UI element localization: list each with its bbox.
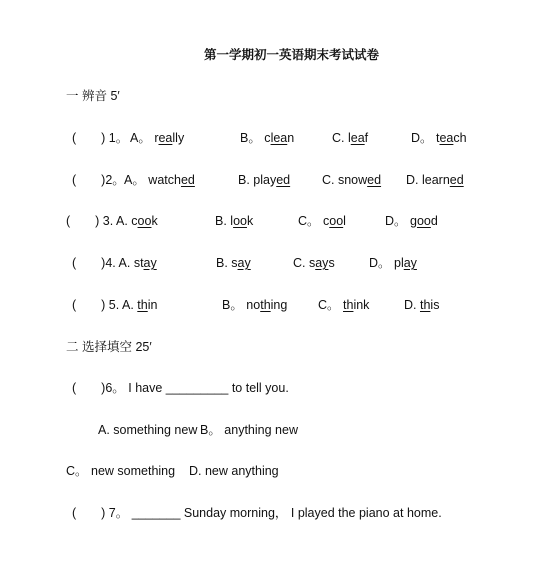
q2-b-label: B. play — [238, 173, 277, 187]
q5-b-post: ing — [270, 298, 288, 312]
q4-number: ( )4. A. st — [72, 256, 144, 270]
q5-b-underlined: th — [260, 298, 271, 312]
q2-option-d — [406, 172, 464, 188]
q7-stem — [72, 505, 442, 521]
q3-a-post: k — [151, 214, 158, 228]
section1-heading: 一 辨音 5′ — [66, 89, 120, 103]
q5-c-underlined: th — [343, 298, 354, 312]
q3-c-underlined: oo — [329, 214, 344, 228]
q4-option-c — [293, 255, 335, 271]
q1-option-d — [411, 130, 467, 146]
q3-a-underlined: oo — [137, 214, 152, 228]
q6-stem-pre: ( )6。 I have — [72, 381, 166, 395]
q1-c-underlined: ea — [350, 131, 365, 145]
q7-blank: _______ — [131, 506, 181, 520]
q1-a-pre: r — [154, 131, 159, 145]
q3-b-label: B. l — [215, 214, 234, 228]
q1-c-post: f — [364, 131, 369, 145]
q1-b-label: B。 c — [240, 131, 271, 145]
q3-option-c — [298, 213, 346, 229]
section2-heading: 二 选择填空 25′ — [66, 340, 152, 354]
q4-d-label: D。 pl — [369, 256, 404, 270]
q7-stem-pre: ( ) 7。 — [72, 506, 132, 520]
q6-option-c: C。 new something — [66, 464, 176, 478]
q5-d-label: D. — [404, 298, 420, 312]
q6-option-b: B。 anything new — [200, 423, 298, 437]
q2-b-underlined: ed — [276, 173, 291, 187]
q3-c-post: l — [343, 214, 346, 228]
q2-d-label: D. learn — [406, 173, 450, 187]
q1-d-post: ch — [453, 131, 467, 145]
q1-a-underlined: ea — [158, 131, 173, 145]
q1-d-label: D。 t — [411, 131, 440, 145]
q2-c-underlined: ed — [367, 173, 382, 187]
q3-number: ( ) 3. A. c — [66, 214, 138, 228]
q2-number: ( )2。 — [72, 173, 125, 187]
q5-option-a — [72, 297, 157, 313]
q4-d-underlined: ay — [403, 256, 417, 270]
q3-b-post: k — [246, 214, 254, 228]
q1-option-b — [240, 130, 294, 146]
q4-b-label: B. s — [216, 256, 238, 270]
q3-d-post: d — [430, 214, 438, 228]
q3-c-label: C。 c — [298, 214, 330, 228]
q5-c-post: ink — [353, 298, 370, 312]
q4-option-d — [369, 255, 417, 271]
q6-option-d: D. new anything — [189, 464, 279, 478]
q6-blank: _________ — [165, 381, 229, 395]
q3-d-underlined: oo — [416, 214, 431, 228]
q4-option-a — [72, 255, 157, 271]
q1-number: ( ) 1。 — [72, 131, 129, 145]
q5-d-underlined: th — [419, 298, 431, 312]
q3-b-underlined: oo — [233, 214, 247, 228]
q4-c-underlined: ay — [315, 256, 329, 270]
q1-b-underlined: lea — [270, 131, 288, 145]
q6-option-a: A. something new — [98, 423, 198, 437]
q5-c-label: C。 — [318, 298, 344, 312]
q3-option-a — [66, 213, 158, 229]
page-title: 第一学期初一英语期末考试试卷 — [204, 48, 380, 62]
q2-d-underlined: ed — [449, 173, 464, 187]
q3-option-b — [215, 213, 253, 229]
q5-d-post: is — [430, 298, 440, 312]
q1-b-post: n — [287, 131, 295, 145]
q2-c-label: C. snow — [322, 173, 368, 187]
q6-stem-post: to tell you. — [228, 381, 289, 395]
q5-number: ( ) 5. A. — [72, 298, 138, 312]
q4-a-underlined: ay — [143, 256, 157, 270]
q2-option-a — [124, 172, 195, 188]
q3-d-label: D。 g — [385, 214, 417, 228]
q1-a-label: A。 — [130, 131, 155, 145]
q4-b-underlined: ay — [237, 256, 251, 270]
q5-option-d — [404, 297, 439, 313]
q5-option-b — [222, 297, 287, 313]
q1-d-underlined: ea — [439, 131, 454, 145]
q2-a-underlined: ed — [180, 173, 195, 187]
q7-stem-post: Sunday morning， I played the piano at home. — [180, 506, 442, 520]
q5-option-c — [318, 297, 369, 313]
q6-stem — [72, 380, 289, 396]
q1-a-post: lly — [172, 131, 185, 145]
q1-c-label: C. l — [332, 131, 351, 145]
q4-c-post: s — [328, 256, 335, 270]
q1-option-a — [130, 130, 184, 146]
q4-c-label: C. s — [293, 256, 316, 270]
q5-a-post: in — [147, 298, 158, 312]
q5-a-underlined: th — [137, 298, 148, 312]
q1-option-c — [332, 130, 368, 146]
q2-a-label: A。 watch — [124, 173, 181, 187]
q3-option-d — [385, 213, 438, 229]
q2-option-c — [322, 172, 381, 188]
q4-option-b — [216, 255, 251, 271]
q2-option-b — [238, 172, 290, 188]
q5-b-label: B。 no — [222, 298, 261, 312]
